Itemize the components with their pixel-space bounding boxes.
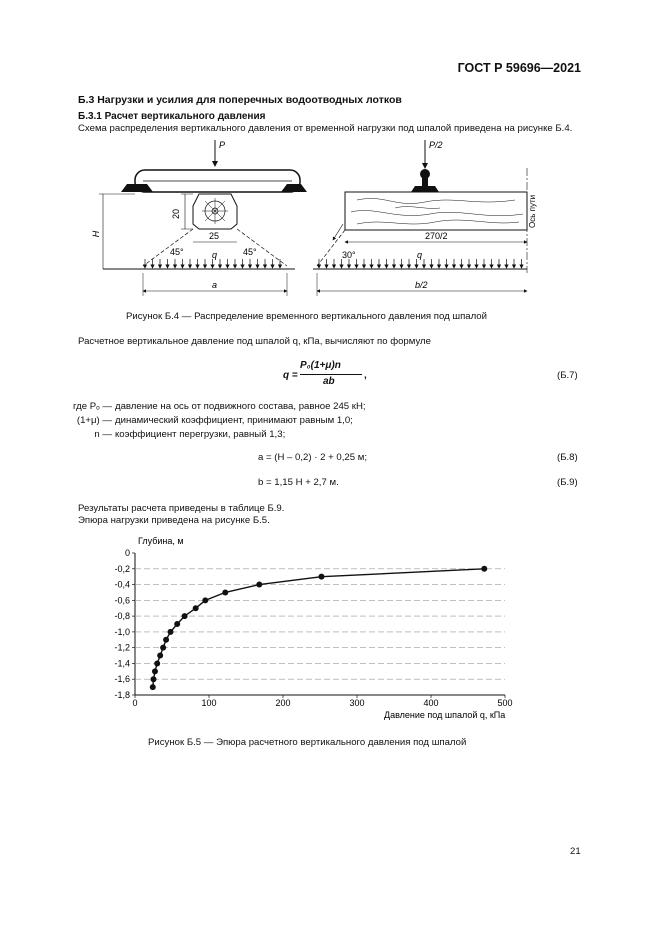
y-tick-label: -0,2: [114, 563, 130, 574]
x-tick-label: 0: [132, 698, 138, 708]
formula-eq: =: [292, 370, 298, 381]
figure-b4-diagram: [91, 138, 537, 300]
eq-b8-number: (Б.8): [557, 452, 578, 463]
section-title: Б.3 Нагрузки и усилия для поперечных водоотводных лотков: [78, 94, 402, 106]
formula-intro: Расчетное вертикальное давление под шпалой q, кПа, вычисляют по формуле: [78, 336, 431, 347]
y-tick-label: -0,6: [114, 595, 130, 606]
page-number: 21: [570, 846, 581, 857]
eq-b7-number: (Б.7): [557, 370, 578, 381]
y-tick-label: -1,4: [114, 658, 130, 669]
results-line-2: Эпюра нагрузки приведена на рисунке Б.5.: [78, 515, 270, 526]
where-sym-0: где Pₒ —: [73, 401, 112, 412]
dim-20-label: 20: [171, 208, 181, 220]
dim-a-label: a: [212, 280, 218, 290]
eq-b9: b = 1,15 H + 2,7 м.: [258, 477, 339, 488]
where-text-0: давление на ось от подвижного состава, равное 245 кН;: [115, 401, 366, 412]
data-point: [157, 653, 163, 659]
q-left-label: q: [212, 250, 218, 260]
data-point: [202, 597, 208, 603]
data-point: [256, 582, 262, 588]
y-tick-label: -1,8: [114, 690, 130, 700]
data-point: [222, 589, 228, 595]
load-p2-label: P/2: [429, 140, 443, 150]
chart-xlabel: Давление под шпалой q, кПа: [384, 710, 506, 720]
x-tick-label: 200: [275, 698, 291, 708]
where-sym-1: (1+μ) —: [76, 415, 112, 426]
figure-b5-chart: [85, 532, 535, 727]
figure-b4-caption: Рисунок Б.4 — Распределение временного вертикального давления под шпалой: [126, 311, 488, 322]
data-point: [150, 684, 156, 690]
eq-b9-number: (Б.9): [557, 477, 578, 488]
eq-b8: a = (H – 0,2) · 2 + 0,25 м;: [258, 452, 367, 463]
x-tick-label: 400: [423, 698, 439, 708]
series-line: [153, 569, 485, 687]
subsection-title: Б.3.1 Расчет вертикального давления: [78, 111, 266, 122]
x-tick-label: 100: [201, 698, 217, 708]
dim-25-label: 25: [209, 231, 220, 241]
load-p-label: P: [219, 140, 226, 150]
x-tick-label: 300: [349, 698, 365, 708]
y-tick-label: -1,6: [114, 674, 130, 685]
angle-30-label: 30°: [342, 250, 356, 260]
data-point: [163, 637, 169, 643]
data-point: [160, 645, 166, 651]
data-point: [168, 629, 174, 635]
standard-number: ГОСТ Р 59696—2021: [457, 61, 581, 75]
y-tick-label: 0: [124, 548, 130, 558]
intro-paragraph: Схема распределения вертикального давления от временной нагрузки под шпалой приведена на рисунке Б.4.: [78, 123, 573, 134]
where-text-1: динамический коэффициент, принимают равным 1,0;: [115, 415, 353, 426]
formula-comma: ,: [364, 370, 367, 381]
data-point: [318, 574, 324, 580]
dim-270-label: 270/2: [425, 231, 448, 241]
data-point: [182, 613, 188, 619]
formula-denominator: ab: [323, 376, 335, 387]
where-sym-2: n —: [94, 429, 112, 440]
chart-ylabel: Глубина, м: [138, 536, 184, 546]
data-point: [193, 605, 199, 611]
where-text-2: коэффициент перегрузки, равный 1,3;: [115, 429, 286, 440]
data-point: [154, 660, 160, 666]
q-right-label: q: [417, 250, 423, 260]
angle-45-left: 45°: [170, 247, 184, 257]
data-point: [174, 621, 180, 627]
angle-45-right: 45°: [243, 247, 257, 257]
y-tick-label: -0,8: [114, 611, 130, 622]
y-tick-label: -1,2: [114, 642, 130, 653]
x-tick-label: 500: [497, 698, 513, 708]
track-axis-label: Ось пути: [528, 194, 537, 228]
formula-numerator: P₀(1+μ)n: [300, 360, 341, 371]
fraction-bar: [300, 374, 362, 375]
y-tick-label: -0,4: [114, 579, 130, 590]
data-point: [151, 676, 157, 682]
formula-q: q: [283, 370, 290, 381]
data-point: [152, 668, 158, 674]
figure-b5-caption: Рисунок Б.5 — Эпюра расчетного вертикального давления под шпалой: [148, 737, 467, 748]
data-point: [481, 566, 487, 572]
results-line-1: Результаты расчета приведены в таблице Б.9.: [78, 503, 285, 514]
y-tick-label: -1,0: [114, 626, 130, 637]
dim-h-label: H: [91, 230, 101, 238]
dim-b2-label: b/2: [415, 280, 428, 290]
